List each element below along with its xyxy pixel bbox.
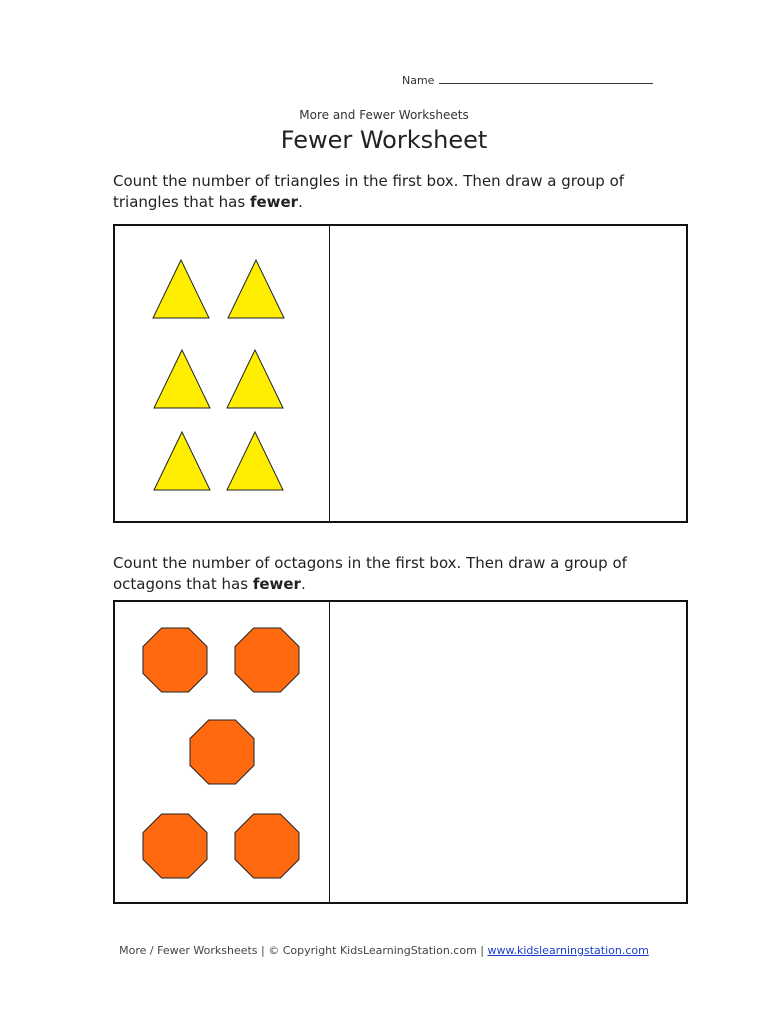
box-divider	[329, 602, 330, 902]
instruction-bold-word: fewer	[249, 193, 299, 211]
triangle-shape	[228, 260, 284, 318]
triangle-exercise-box	[113, 224, 688, 523]
worksheet-title: Fewer Worksheet	[280, 126, 488, 154]
instruction-triangles	[113, 171, 673, 213]
triangle-shape	[153, 260, 209, 318]
triangle-shape	[227, 432, 283, 490]
box-divider	[329, 226, 330, 521]
triangle-shape	[227, 350, 283, 408]
octagon-shape	[190, 720, 254, 784]
name-field[interactable]	[402, 73, 653, 87]
worksheet-subtitle: More and Fewer Worksheets	[299, 108, 469, 122]
drawing-area[interactable]	[331, 602, 686, 902]
drawing-area[interactable]	[331, 226, 686, 521]
triangle-shape	[154, 432, 210, 490]
triangle-shape	[154, 350, 210, 408]
name-label: Name	[402, 74, 435, 87]
triangle-group	[115, 226, 329, 521]
name-blank-line[interactable]	[439, 73, 653, 84]
octagon-exercise-box	[113, 600, 688, 904]
instruction-period: .	[300, 575, 306, 593]
footer-website-link[interactable]: www.kidslearningstation.com	[487, 944, 649, 957]
octagon-shape	[235, 814, 299, 878]
instruction-period: .	[298, 193, 303, 211]
footer-text: More / Fewer Worksheets | © Copyright KidsLearningStation.com |	[119, 944, 488, 957]
octagon-group	[115, 602, 329, 902]
octagon-shape	[235, 628, 299, 692]
instruction-bold-word: fewer	[252, 575, 301, 593]
instruction-text: Count the number of triangles in the first box. Then draw a group of triangles that has	[113, 172, 625, 211]
octagon-shape	[143, 814, 207, 878]
instruction-text: Count the number of octagons in the first box. Then draw a group of octagons that has	[113, 554, 627, 593]
footer	[0, 944, 768, 957]
octagon-shape	[143, 628, 207, 692]
instruction-octagons	[113, 553, 673, 595]
